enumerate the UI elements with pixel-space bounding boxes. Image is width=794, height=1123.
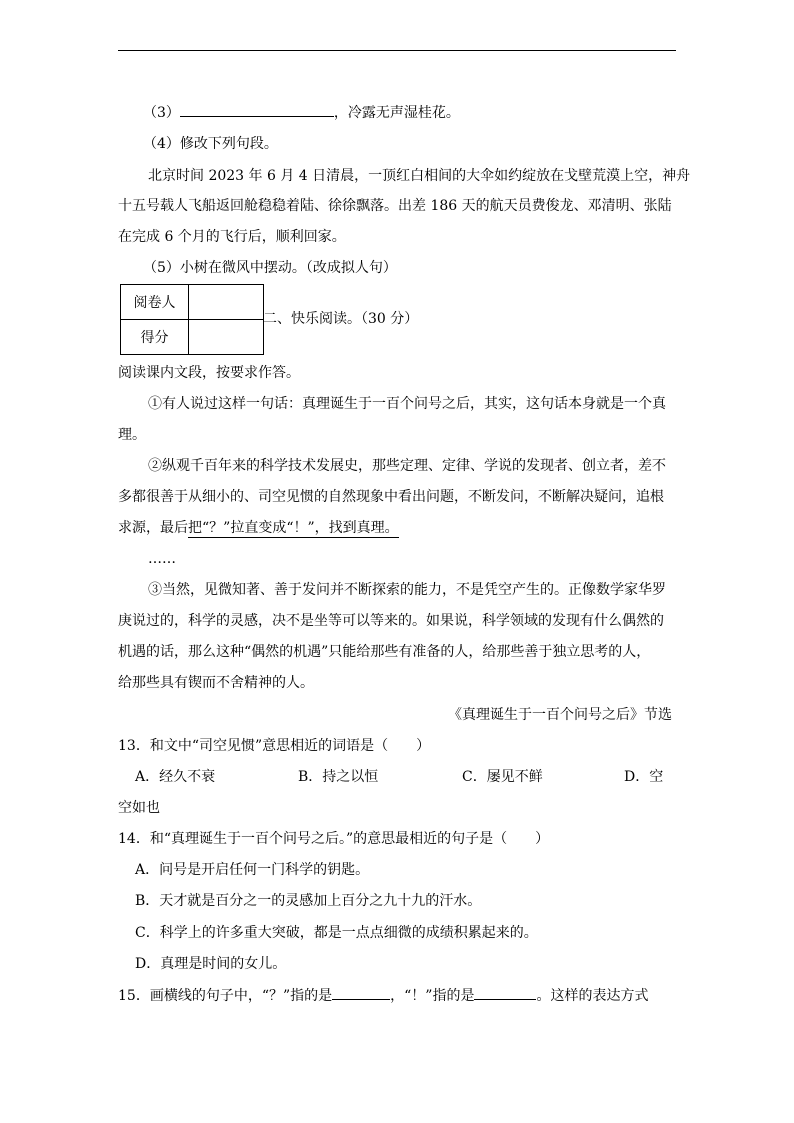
q13-stem: 13．和文中“司空见惯”意思相近的词语是（ ）	[118, 738, 431, 754]
passage-p3-line-2: 庚说过的，科学的灵感，决不是坐等可以等来的。如果说，科学领域的发现有什么偶然的	[118, 613, 664, 629]
passage-p3-line-3: 机遇的话，那么这种“偶然的机遇”只能给那些有准备的人，给那些善于独立思考的人，	[118, 644, 651, 660]
passage-ellipsis: ……	[148, 551, 176, 567]
q5-label: （5）小树在微风中摆动。（改成拟人句）	[143, 260, 397, 276]
q13-option-b[interactable]: B．持之以恒	[298, 769, 379, 785]
q15-blank-2[interactable]	[474, 999, 536, 1000]
q14-option-d[interactable]: D．真理是时间的女儿。	[135, 956, 287, 972]
underlined-sentence: 把“？”拉直变成“！”，找到真理。	[188, 520, 399, 536]
passage-source: 《真理诞生于一百个问号之后》节选	[448, 707, 672, 723]
q13-option-a[interactable]: A．经久不衰	[135, 769, 216, 785]
q13-option-d-wrap: 空如也	[118, 800, 160, 816]
q3-suffix: ，冷露无声湿桂花。	[333, 105, 460, 121]
q4-text-line-3: 在完成 6 个月的飞行后，顺利回家。	[118, 229, 346, 245]
q4-text-line-1: 北京时间 2023 年 6 月 4 日清晨，一顶红白相间的大伞如约绽放在戈壁荒漠上空，神舟	[148, 168, 691, 184]
q3-line	[143, 103, 460, 123]
section-instruction: 阅读课内文段，按要求作答。	[118, 365, 300, 381]
q15-part-1: 15．画横线的句子中，“？”指的是	[118, 988, 333, 1004]
passage-p3-line-4: 给那些具有锲而不舍精神的人。	[118, 675, 314, 691]
passage-p2-line-2: 多都很善于从细小的、司空见惯的自然现象中看出问题，不断发问，不断解决疑问，追根	[118, 489, 664, 505]
section-title: 二、快乐阅读。（30 分）	[263, 311, 419, 327]
reviewer-label: 阅卷人	[121, 285, 189, 320]
q13-option-c[interactable]: C．屡见不鲜	[462, 769, 543, 785]
q3-answer-blank[interactable]	[180, 116, 334, 117]
q15-blank-1[interactable]	[332, 999, 390, 1000]
q3-prefix: （3）	[143, 105, 180, 121]
reviewer-box[interactable]	[189, 285, 264, 320]
passage-p2-line-3	[118, 518, 399, 538]
header-rule	[118, 50, 676, 51]
q14-option-b[interactable]: B．天才就是百分之一的灵感加上百分之九十九的汗水。	[135, 893, 482, 909]
passage-p3-line-1: ③当然，见微知著、善于发问并不断探索的能力，不是凭空产生的。正像数学家华罗	[148, 582, 666, 598]
q14-option-c[interactable]: C．科学上的许多重大突破，都是一点点细微的成绩积累起来的。	[135, 925, 538, 941]
q4-text-line-2: 十五号载人飞船返回舱稳稳着陆、徐徐飘落。出差 186 天的航天员费俊龙、邓清明、张陆	[118, 198, 672, 214]
score-box[interactable]	[189, 320, 264, 355]
passage-p2-plain: 求源，最后	[118, 520, 188, 536]
q15-part-3: 。这样的表达方式	[536, 988, 649, 1004]
score-label: 得分	[121, 320, 189, 355]
passage-p1-line-1: ①有人说过这样一句话：真理诞生于一百个问号之后，其实，这句话本身就是一个真	[148, 396, 666, 412]
q14-option-a[interactable]: A．问号是开启任何一门科学的钥匙。	[135, 862, 370, 878]
grader-table	[120, 284, 264, 355]
q15-line	[118, 986, 648, 1006]
q14-stem: 14．和“真理诞生于一百个问号之后。”的意思最相近的句子是（ ）	[118, 831, 550, 847]
q13-option-d[interactable]: D．空	[624, 769, 664, 785]
passage-p1-line-2: 理。	[118, 427, 146, 443]
q4-label: （4）修改下列句段。	[143, 136, 278, 152]
passage-p2-line-1: ②纵观千百年来的科学技术发展史，那些定理、定律、学说的发现者、创立者，差不	[148, 458, 666, 474]
q15-part-2: ，“！”指的是	[390, 988, 475, 1004]
